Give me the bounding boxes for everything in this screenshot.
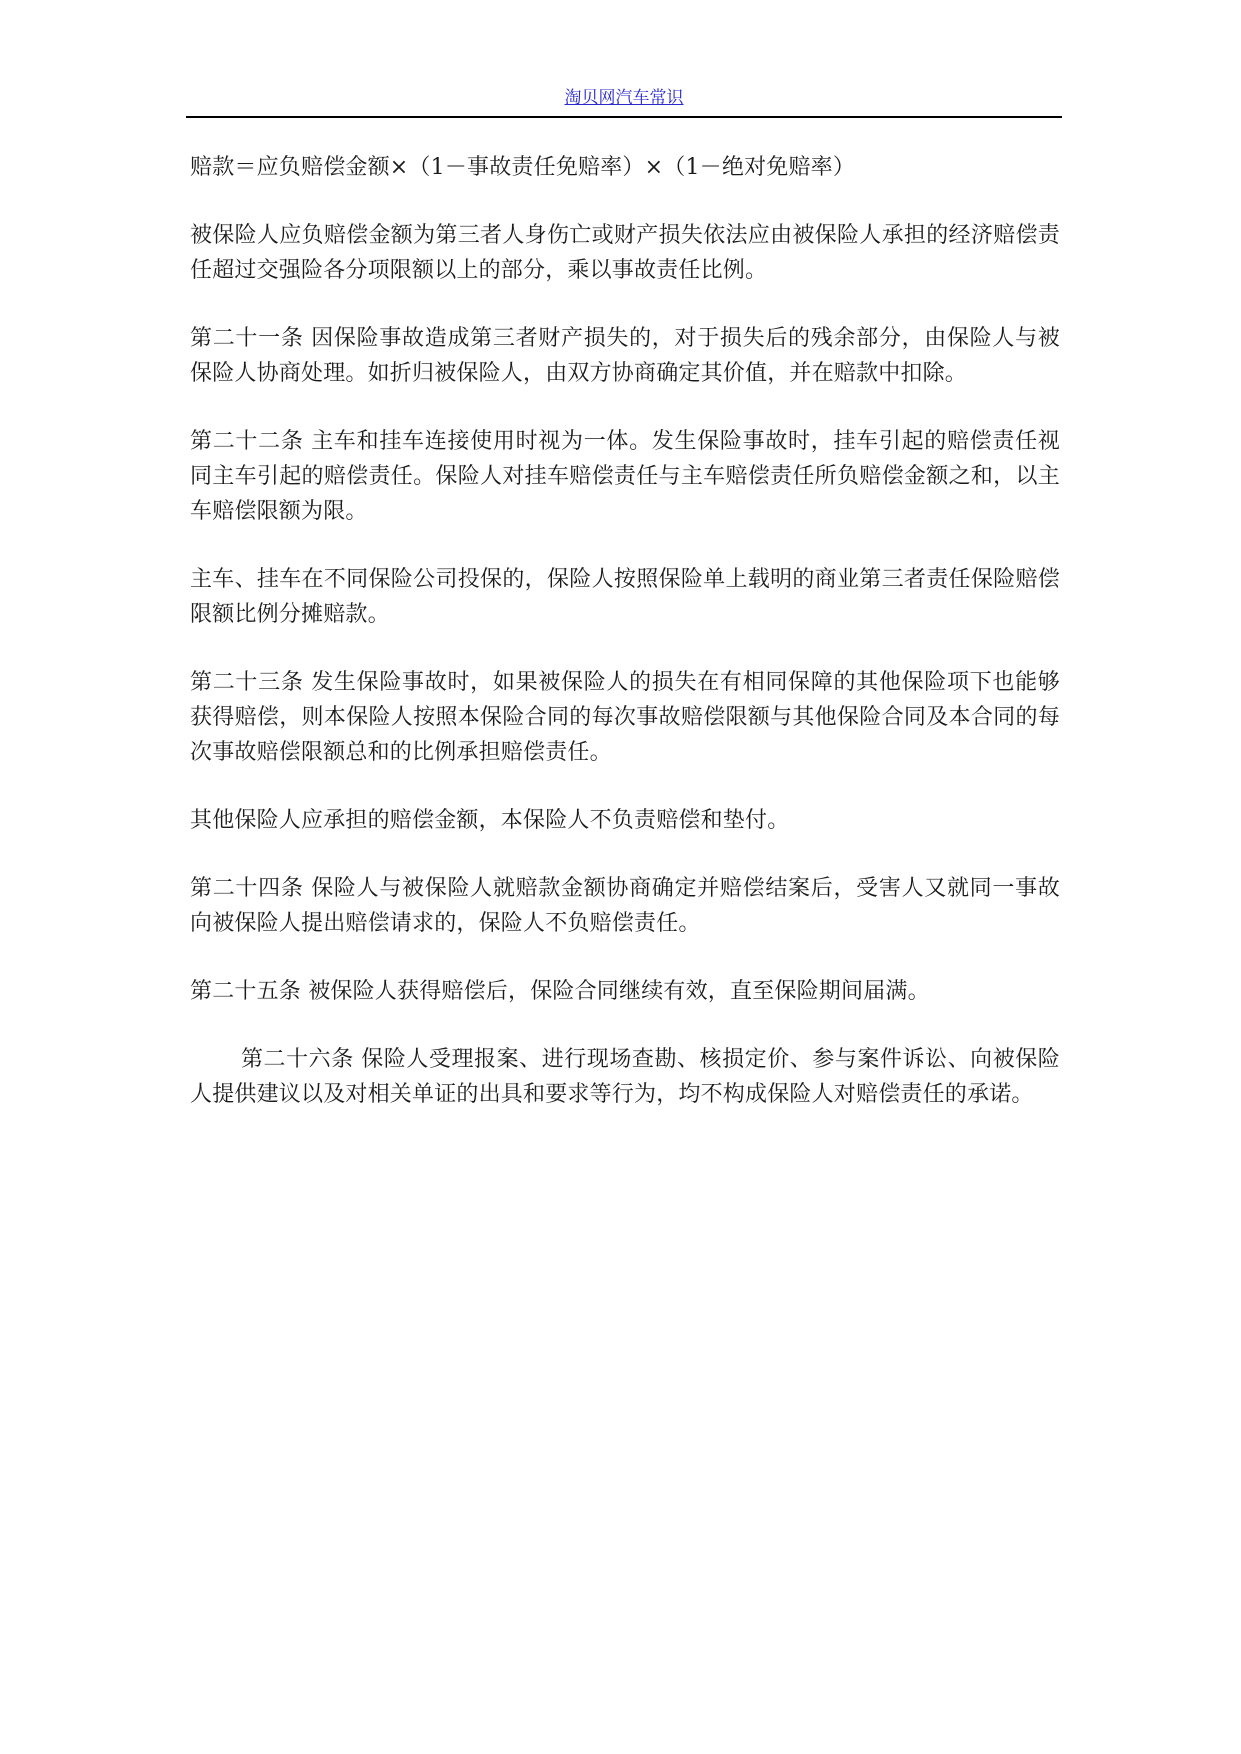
paragraph-article-24: 第二十四条 保险人与被保险人就赔款金额协商确定并赔偿结案后，受害人又就同一事故向被保险人提出赔偿请求的，保险人不负赔偿责任。 — [190, 876, 1060, 936]
paragraph-article-21: 第二十一条 因保险事故造成第三者财产损失的，对于损失后的残余部分，由保险人与被保险人协商处理。如折归被保险人，由双方协商确定其价值，并在赔款中扣除。 — [190, 326, 1060, 386]
paragraph-article-25: 第二十五条 被保险人获得赔偿后，保险合同继续有效，直至保险期间届满。 — [190, 979, 930, 1004]
paragraph: 主车、挂车在不同保险公司投保的，保险人按照保险单上载明的商业第三者责任保险赔偿限额比例分摊赔款。 — [190, 567, 1060, 627]
paragraph-article-22: 第二十二条 主车和挂车连接使用时视为一体。发生保险事故时，挂车引起的赔偿责任视同主车引起的赔偿责任。保险人对挂车赔偿责任与主车赔偿责任所负赔偿金额之和，以主车赔偿限额为限。 — [190, 429, 1060, 524]
paragraph: 被保险人应负赔偿金额为第三者人身伤亡或财产损失依法应由被保险人承担的经济赔偿责任超过交强险各分项限额以上的部分，乘以事故责任比例。 — [190, 223, 1060, 283]
paragraph-article-23: 第二十三条 发生保险事故时，如果被保险人的损失在有相同保障的其他保险项下也能够获得赔偿，则本保险人按照本保险合同的每次事故赔偿限额与其他保险合同及本合同的每次事故赔偿限额总和的比例承担赔偿责任。 — [190, 670, 1060, 765]
page-header — [186, 86, 1062, 116]
paragraph-article-26: 第二十六条 保险人受理报案、进行现场查勘、核损定价、参与案件诉讼、向被保险人提供建议以及对相关单证的出具和要求等行为，均不构成保险人对赔偿责任的承诺。 — [190, 1047, 1060, 1107]
paragraph-formula: 赔款＝应负赔偿金额×（1－事故责任免赔率）×（1－绝对免赔率） — [190, 155, 856, 180]
header-link[interactable]: 淘贝网汽车常识 — [564, 88, 684, 108]
document-body — [190, 150, 1060, 1145]
paragraph: 其他保险人应承担的赔偿金额，本保险人不负责赔偿和垫付。 — [190, 808, 790, 833]
header-divider — [186, 116, 1062, 118]
